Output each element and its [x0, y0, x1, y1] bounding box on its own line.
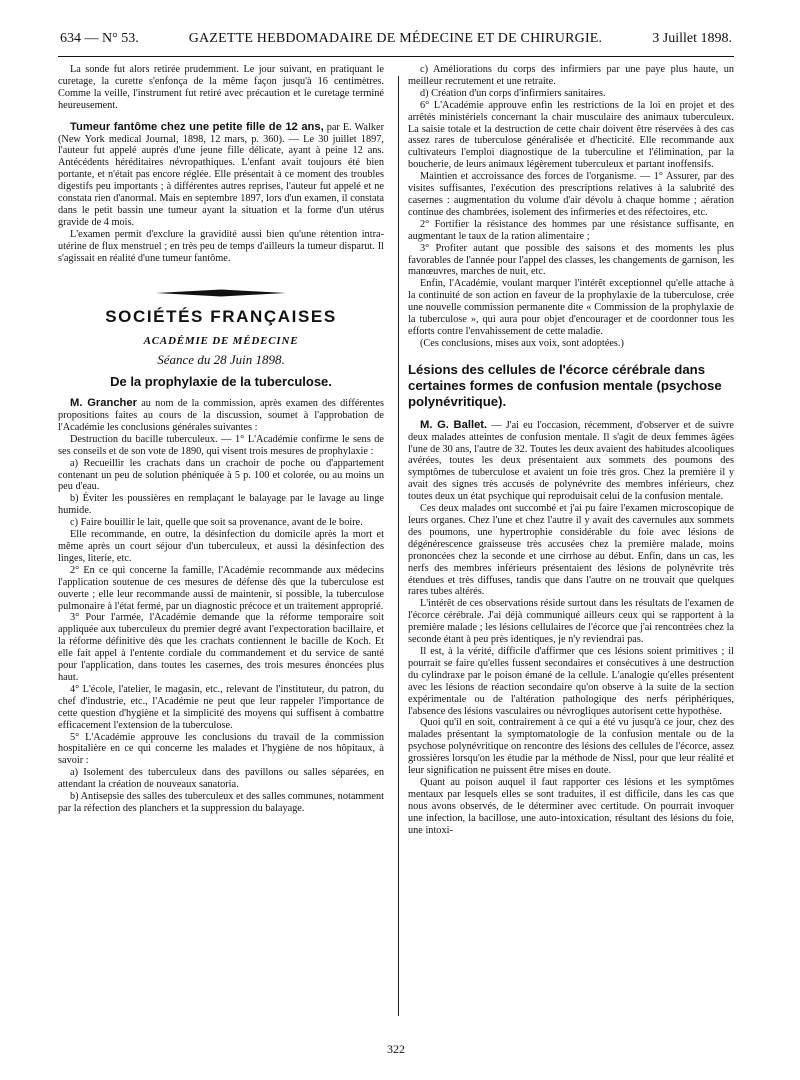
ballet-name: M. G. Ballet.	[420, 418, 488, 431]
ornament-divider	[58, 289, 384, 297]
grancher-paragraph	[58, 398, 384, 434]
item-d-right: d) Création d'un corps d'infirmiers sanitaires.	[420, 87, 606, 99]
column-divider	[398, 76, 399, 1016]
lesions-title: Lésions des cellules de l'écorce cérébrale dans certaines formes de confusion mentale (psychose polynévritique).	[408, 361, 722, 409]
point-4: 4° L'école, l'atelier, le magasin, etc., relevant de l'instituteur, du patron, du chef d'industrie, etc., l'Académie ne peut que leur rappeler l'importance de cette question d'hygiène et la simplicité des moyens qui suffisent à combattre efficacement l'extension de la tuberculose.	[58, 683, 384, 731]
point-6: 6° L'Académie approuve enfin les restrictions de la loi en projet et des arrêtés ministériels concernant la chair musculaire des animaux tuberculeux. La saisie totale et la destruction de cette chair doivent être réservées à des cas assez rares de tuberculose généralisée et d'hecticité. Elle recommande aux cultivateurs l'emploi diagnostique de la tuberculine et l'élimination, par la boucherie, de leurs animaux légèrement tuberculeux et partant inoffensifs.	[408, 99, 734, 171]
ces-paragraph: Ces deux malades ont succombé et j'ai pu faire l'examen microscopique de leurs organes. Chez l'une et chez l'autre il y avait des cavernules aux sommets des poumons, une hypertrophie considérable du foie avec lésions de dégénérescence graisseuse très accusées chez la première malade, moins prononcées chez la seconde et une cirrhose au début. Enfin, dans un cas, les nerfs des membres inférieurs présentaient des lésions de polynévrite très étendues et très diffuses, tandis que dans l'autre on ne trouvait que quelques rares tubes altérés.	[408, 503, 734, 598]
maintien-paragraph: Maintien et accroissance des forces de l'organisme. — 1° Assurer, par des visites suffisantes, l'exécution des prescriptions relatives à la salubrité des casernes : augmentation du volume d'air dévolu à chaque homme ; aération continue des chambrées, isolement des infirmeries et des réfectoires, etc.	[408, 171, 734, 218]
academy-heading: ACADÉMIE DE MÉDECINE	[143, 335, 299, 348]
running-header	[58, 30, 734, 48]
article-title: De la prophylaxie de la tuberculose.	[110, 374, 332, 390]
tumeur-text: par E. Walker (New York medical Journal, 1898, 12 mars, p. 360). — Le 30 juillet 1897, l'auteur fut appelé auprès d'une jeune fille délicate, ayant à peine 12 ans. Antécédents héréditaires névropathiques. L'enfant avait toujours été bien portante, et n'était pas encore réglée. Elle présentait à ce moment des troubles digestifs peu importants ; à différentes autres reprises, l'auteur fut appelé et ne constata rien d'anormal. Mais en septembre 1897, lors d'un examen, il constata dans le petit bassin une tumeur ayant la situation et la forme d'un utérus gravide de 4 mois.	[58, 121, 384, 228]
destruction-paragraph: Destruction du bacille tuberculeux. — 1° L'Académie confirme le sens de ses conseils et de son vote de 1890, qui visent trois mesures de prophylaxie :	[58, 433, 384, 457]
tumeur-end: L'examen permit d'exclure la gravidité aussi bien qu'une rétention intra-utérine de flux menstruel ; en très peu de temps d'ailleurs la tumeur disparut. Il s'agissait en réalité d'une tumeur fantôme.	[58, 228, 384, 264]
grancher-text: au nom de la commission, après examen des différentes propositions faites au cours de la discussion, soumet à l'approbation de l'Académie les conclusions générales suivantes :	[58, 398, 384, 433]
ballet-paragraph	[408, 420, 734, 503]
item-c-right: c) Améliorations du corps des infirmiers par une paye plus haute, un meilleur recrutement et une retraite.	[408, 64, 734, 87]
il-paragraph: Il est, à la vérité, difficile d'affirmer que ces lésions soient primitives ; il pourrait se faire qu'elles fussent secondaires et consécutives à une destruction du cylindraxe par le poison émané de la cellule. L'analogie qu'elles présentent avec les lésions de réaction secondaire qu'on observe à la suite de la section expérimentale ou de l'altération pathologique des nerfs périphériques, l'absence des lésions vasculaires ou névrogliques autorisent cette hypothèse.	[408, 645, 734, 717]
quoi-paragraph: Quoi qu'il en soit, contrairement à ce qui a été vu jusqu'à ce jour, chez des malades présentant la symptomatologie de la confusion mentale ou de la psychose polynévritique on rencontre des lésions des cellules de l'écorce, assez grossières lorsqu'on les étudie par la méthode de Nissl, pour que leur réalité et leur signification ne puissent être mises en doute.	[408, 717, 734, 777]
point-5-a: a) Isolement des tuberculeux dans des pavillons ou salles séparées, en attendant la création de nouveaux sanatoria.	[58, 767, 384, 791]
speaker-name: M. Grancher	[70, 397, 137, 410]
right-point-2: 2° Fortifier la résistance des hommes par une résistance suffisante, en augmentant le taux de la ration alimentaire ;	[408, 218, 734, 242]
point-5-b: b) Antisepsie des salles des tuberculeux et des salles communes, notamment par la réfection des planchers et la suppression du balayage.	[58, 791, 384, 814]
disinfection-paragraph: Elle recommande, en outre, la désinfection du domicile après la mort et même après un court séjour d'un tuberculeux, et aussi la désinfection des linges, literie, etc.	[58, 529, 384, 564]
two-column-body	[58, 64, 734, 836]
intro-paragraph: La sonde fut alors retirée prudemment. Le jour suivant, en pratiquant le curetage, la curette s'enfonça de la même façon jusqu'à 16 centimètres. Comme la veille, l'instrument fut retiré avec précaution et le curetage terminé heureusement.	[58, 64, 384, 111]
quant-paragraph: Quant au poison auquel il faut rapporter ces lésions et les symptômes mentaux par lesquels elles se sont traduites, il est difficile, dans les cas que nous avons observés, de le déterminer avec certitude. On pourrait invoquer une infection, la bacillose, une auto-intoxication, résultant des lésions du foie, une intoxi-	[408, 776, 734, 836]
page-number-issue: 634 — N° 53.	[60, 31, 139, 46]
right-column	[408, 64, 734, 836]
folio-number: 322	[387, 1042, 405, 1056]
interet-paragraph: L'intérêt de ces observations réside surtout dans les résultats de l'examen de l'écorce cérébrale. J'ai déjà communiqué ailleurs ceux qui se rapportent à la première malade ; les lésions cellulaires de l'écorce que j'ai rencontrées chez la seconde étant à peu près identiques, je n'y reviendrai pas.	[408, 598, 734, 646]
point-5: 5° L'Académie approuve les conclusions du travail de la commission hospitalière en ce qui concerne les malades et l'hygiène de nos hôpitaux, à savoir :	[58, 731, 384, 767]
session-date: Séance du 28 Juin 1898.	[157, 352, 285, 368]
section-title: SOCIÉTÉS FRANÇAISES	[105, 306, 337, 326]
tumeur-paragraph	[58, 122, 384, 229]
ornament-rule-icon	[156, 289, 286, 297]
header-rule	[58, 56, 734, 57]
adoption-note: (Ces conclusions, mises aux voix, sont adoptées.)	[420, 337, 624, 349]
journal-page	[58, 30, 734, 1060]
point-3: 3° Pour l'armée, l'Académie demande que la réforme temporaire soit appliquée aux tuberculeux du premier degré avant l'expectoration bacillaire, et la réforme définitive dès que les crachats contiennent le bacille de Koch. Et elle fait appel à l'entente cordiale du commandement et du service de santé pour l'application, dans toutes les casernes, des trois mesures énoncées plus haut.	[58, 612, 384, 683]
item-c: c) Faire bouillir le lait, quelle que soit sa provenance, avant de le boire.	[70, 517, 363, 529]
point-2: 2° En ce qui concerne la famille, l'Académie recommande aux médecins l'application soutenue de ces mesures de défense dès que la tuberculose est ouverte ; elle leur recommande aussi de maintenir, si possible, la tuberculose pulmonaire à l'état fermé, par un diagnostic précoce et un traitement approprié.	[58, 564, 384, 612]
tumeur-heading: Tumeur fantôme chez une petite fille de 12 ans,	[70, 120, 324, 133]
issue-date: 3 Juillet 1898.	[652, 31, 732, 46]
item-b: b) Éviter les poussières en remplaçant le balayage par le lavage au linge humide.	[58, 493, 384, 517]
ballet-text: — J'ai eu l'occasion, récemment, d'observer et de suivre deux malades atteintes de confusion mentale. Il s'agit de deux femmes âgées l'une de 30 ans, l'autre de 32. Toutes les deux avaient des habitudes alcooliques avérées, toutes les deux présentaient aux sommets des poumons des symptômes de tuberculose et avaient un foie très gros. Chez la première il y avait des signes très accusés de polynévrite des membres inférieurs, chez toutes deux un état psychique qui reproduisait celui de la confusion mentale.	[408, 419, 734, 503]
journal-title: GAZETTE HEBDOMADAIRE DE MÉDECINE ET DE CHIRURGIE.	[188, 31, 603, 46]
right-point-3: 3° Profiter autant que possible des saisons et des moments les plus favorables de l'année pour l'appel des classes, les changements de garnison, les manœuvres, marches de nuit, etc.	[408, 242, 734, 278]
left-column	[58, 64, 384, 836]
enfin-paragraph: Enfin, l'Académie, voulant marquer l'intérêt exceptionnel qu'elle attache à la continuité de son action en faveur de la prophylaxie de la tuberculose, crée une nouvelle commission permanente dite « Commission de la prophylaxie de la tuberculose », qui aura pour objet d'encourager et de coordonner tous les efforts contre l'envahissement de cette maladie.	[408, 278, 734, 337]
item-a: a) Recueillir les crachats dans un crachoir de poche ou d'appartement contenant un peu de solution phéniquée à 5 p. 100 et colorée, ou au moins un peu d'eau.	[58, 457, 384, 493]
